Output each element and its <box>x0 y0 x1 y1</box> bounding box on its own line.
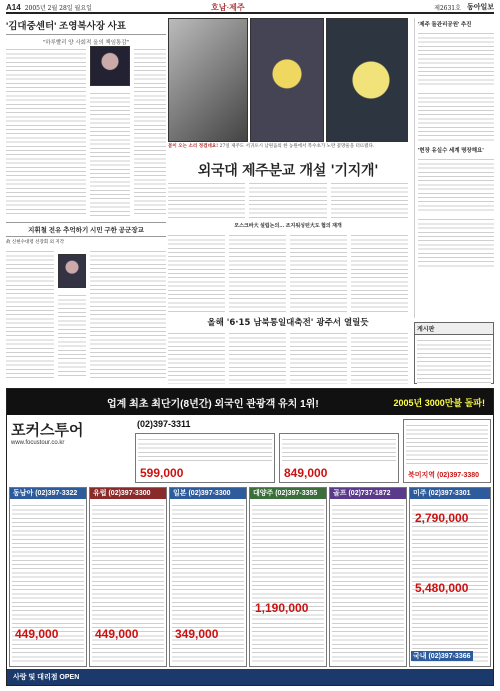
portrait-photo <box>90 46 130 86</box>
mc-col-4 <box>351 232 408 312</box>
ad-banner-text: 업계 최초 최단기(8년간) 외국인 관광객 유치 1위! <box>107 398 319 410</box>
flower-photo-1 <box>168 18 248 142</box>
ad-price-1: 599,000 <box>140 466 184 480</box>
ad-price-2: 849,000 <box>284 466 328 480</box>
ad-section-title: 대양주 (02)397-3355 <box>250 488 326 499</box>
ad-domestic-phone: 국내 (02)397-3366 <box>413 653 471 660</box>
sidebar-body-4 <box>418 216 494 268</box>
left-story-subhead: "하루빨리 양 사회적 올의 책임통감" <box>42 40 130 46</box>
ad-section-oceania <box>249 487 327 667</box>
main-story-subhead: 모스크바大 설립논의… 조지워싱턴大도 협의 재개 <box>234 223 342 229</box>
ad-section-title: 미주 (02)397-3301 <box>410 488 490 499</box>
mc-col-3 <box>290 232 347 312</box>
unif-col-1 <box>168 330 225 384</box>
ad-price-6: 349,000 <box>175 627 219 641</box>
newspaper-brand: 동아일보 <box>466 4 494 11</box>
ad-price-3: 449,000 <box>15 627 59 641</box>
sidebar-body-3 <box>418 156 494 212</box>
ad-banner <box>7 389 493 415</box>
right-sidebar <box>414 18 494 318</box>
ad-footer: 사랑 및 대리점 OPEN <box>7 669 493 685</box>
ad-price-4: 449,000 <box>95 627 139 641</box>
ad-logo-text: 포커스투어 <box>11 422 84 439</box>
board-body <box>417 337 491 385</box>
section-title: 호남·제주 <box>211 2 245 12</box>
unif-col-2 <box>229 330 286 384</box>
ad-section-title: 동남아 (02)397-3322 <box>10 488 86 499</box>
unification-body <box>168 330 408 384</box>
page-header <box>6 2 494 14</box>
mid-story-body-2 <box>90 248 166 378</box>
left-story-body <box>6 46 86 216</box>
ad-section-golf <box>329 487 407 667</box>
issue-number: 제2631호 <box>434 4 461 12</box>
main-col-3 <box>331 180 408 220</box>
mc-col-1 <box>168 232 225 312</box>
issue-date: 2005년 2월 28일 월요일 <box>24 4 92 12</box>
main-story-body <box>168 180 408 220</box>
left-story <box>6 18 166 218</box>
ad-price-8: 5,480,000 <box>415 581 469 595</box>
main-col-2 <box>249 180 326 220</box>
unif-col-4 <box>351 330 408 384</box>
ad-section-title: 유럽 (02)397-3300 <box>90 488 166 499</box>
main-col-1 <box>168 180 245 220</box>
ad-section-body <box>332 502 404 664</box>
ad-main-phone: (02)397-3311 <box>137 419 191 429</box>
travel-ad <box>6 388 494 686</box>
photo-caption-text: 27일 제주도 서귀포시 남원읍의 한 농원에서 복수초가 노란 꽃망울을 터뜨렸다. <box>219 144 375 149</box>
left-story-headline: '김대중센터' 조영복사장 사표 <box>6 18 166 35</box>
sidebar-headline-2: '현장 유실수 세계 명장해요' <box>418 148 484 154</box>
ad-banner-year: 2005년 3000만불 돌파! <box>393 397 485 408</box>
ad-section-title: 골프 (02)737-1872 <box>330 488 406 499</box>
mid-story-body-3 <box>58 292 86 378</box>
sidebar-body-2 <box>418 90 494 142</box>
unif-col-3 <box>290 330 347 384</box>
ad-price-5: 1,190,000 <box>255 601 309 615</box>
sidebar-headline-1: '제주 돌관리공원' 추진 <box>418 22 472 28</box>
ad-logo-url: www.focustour.co.kr <box>11 440 65 446</box>
officer-portrait <box>58 254 86 288</box>
ad-section-body <box>252 502 324 664</box>
flower-photo-2 <box>250 18 324 142</box>
ad-logo <box>11 419 131 449</box>
ad-price-7: 2,790,000 <box>415 511 469 525</box>
flower-photo-3 <box>326 18 408 142</box>
mid-story <box>6 222 166 382</box>
page-number: A14 <box>6 2 21 12</box>
ad-grid <box>7 451 493 685</box>
left-story-body-3 <box>134 46 166 216</box>
mc-col-2 <box>229 232 286 312</box>
mid-story-body-1 <box>6 248 54 378</box>
photo-strip <box>168 18 408 158</box>
mid-story-sub: 故 신현수대령 선장회 외 지각 <box>6 240 65 245</box>
sidebar-body-1 <box>418 30 494 86</box>
photo-caption <box>168 144 408 150</box>
main-headline: 외국대 제주분교 개설 '기지개' <box>197 163 379 179</box>
ad-section-title: 일본 (02)397-3300 <box>170 488 246 499</box>
unification-headline: 올해 '6·15 남북통일대축전' 광주서 열릴듯 <box>207 318 369 328</box>
bulletin-board <box>414 322 494 384</box>
board-title: 게시판 <box>415 323 493 335</box>
ad-north-phone: 북미지역 (02)397-3380 <box>408 472 480 479</box>
left-story-body-2 <box>90 90 130 216</box>
main-story-continued <box>168 232 408 312</box>
mid-story-headline: 지휘철 전유 추억하기 시민 구한 공군장교 <box>6 222 166 237</box>
photo-caption-lead: 봄이 오는 소리 정겹네요! <box>168 144 219 149</box>
